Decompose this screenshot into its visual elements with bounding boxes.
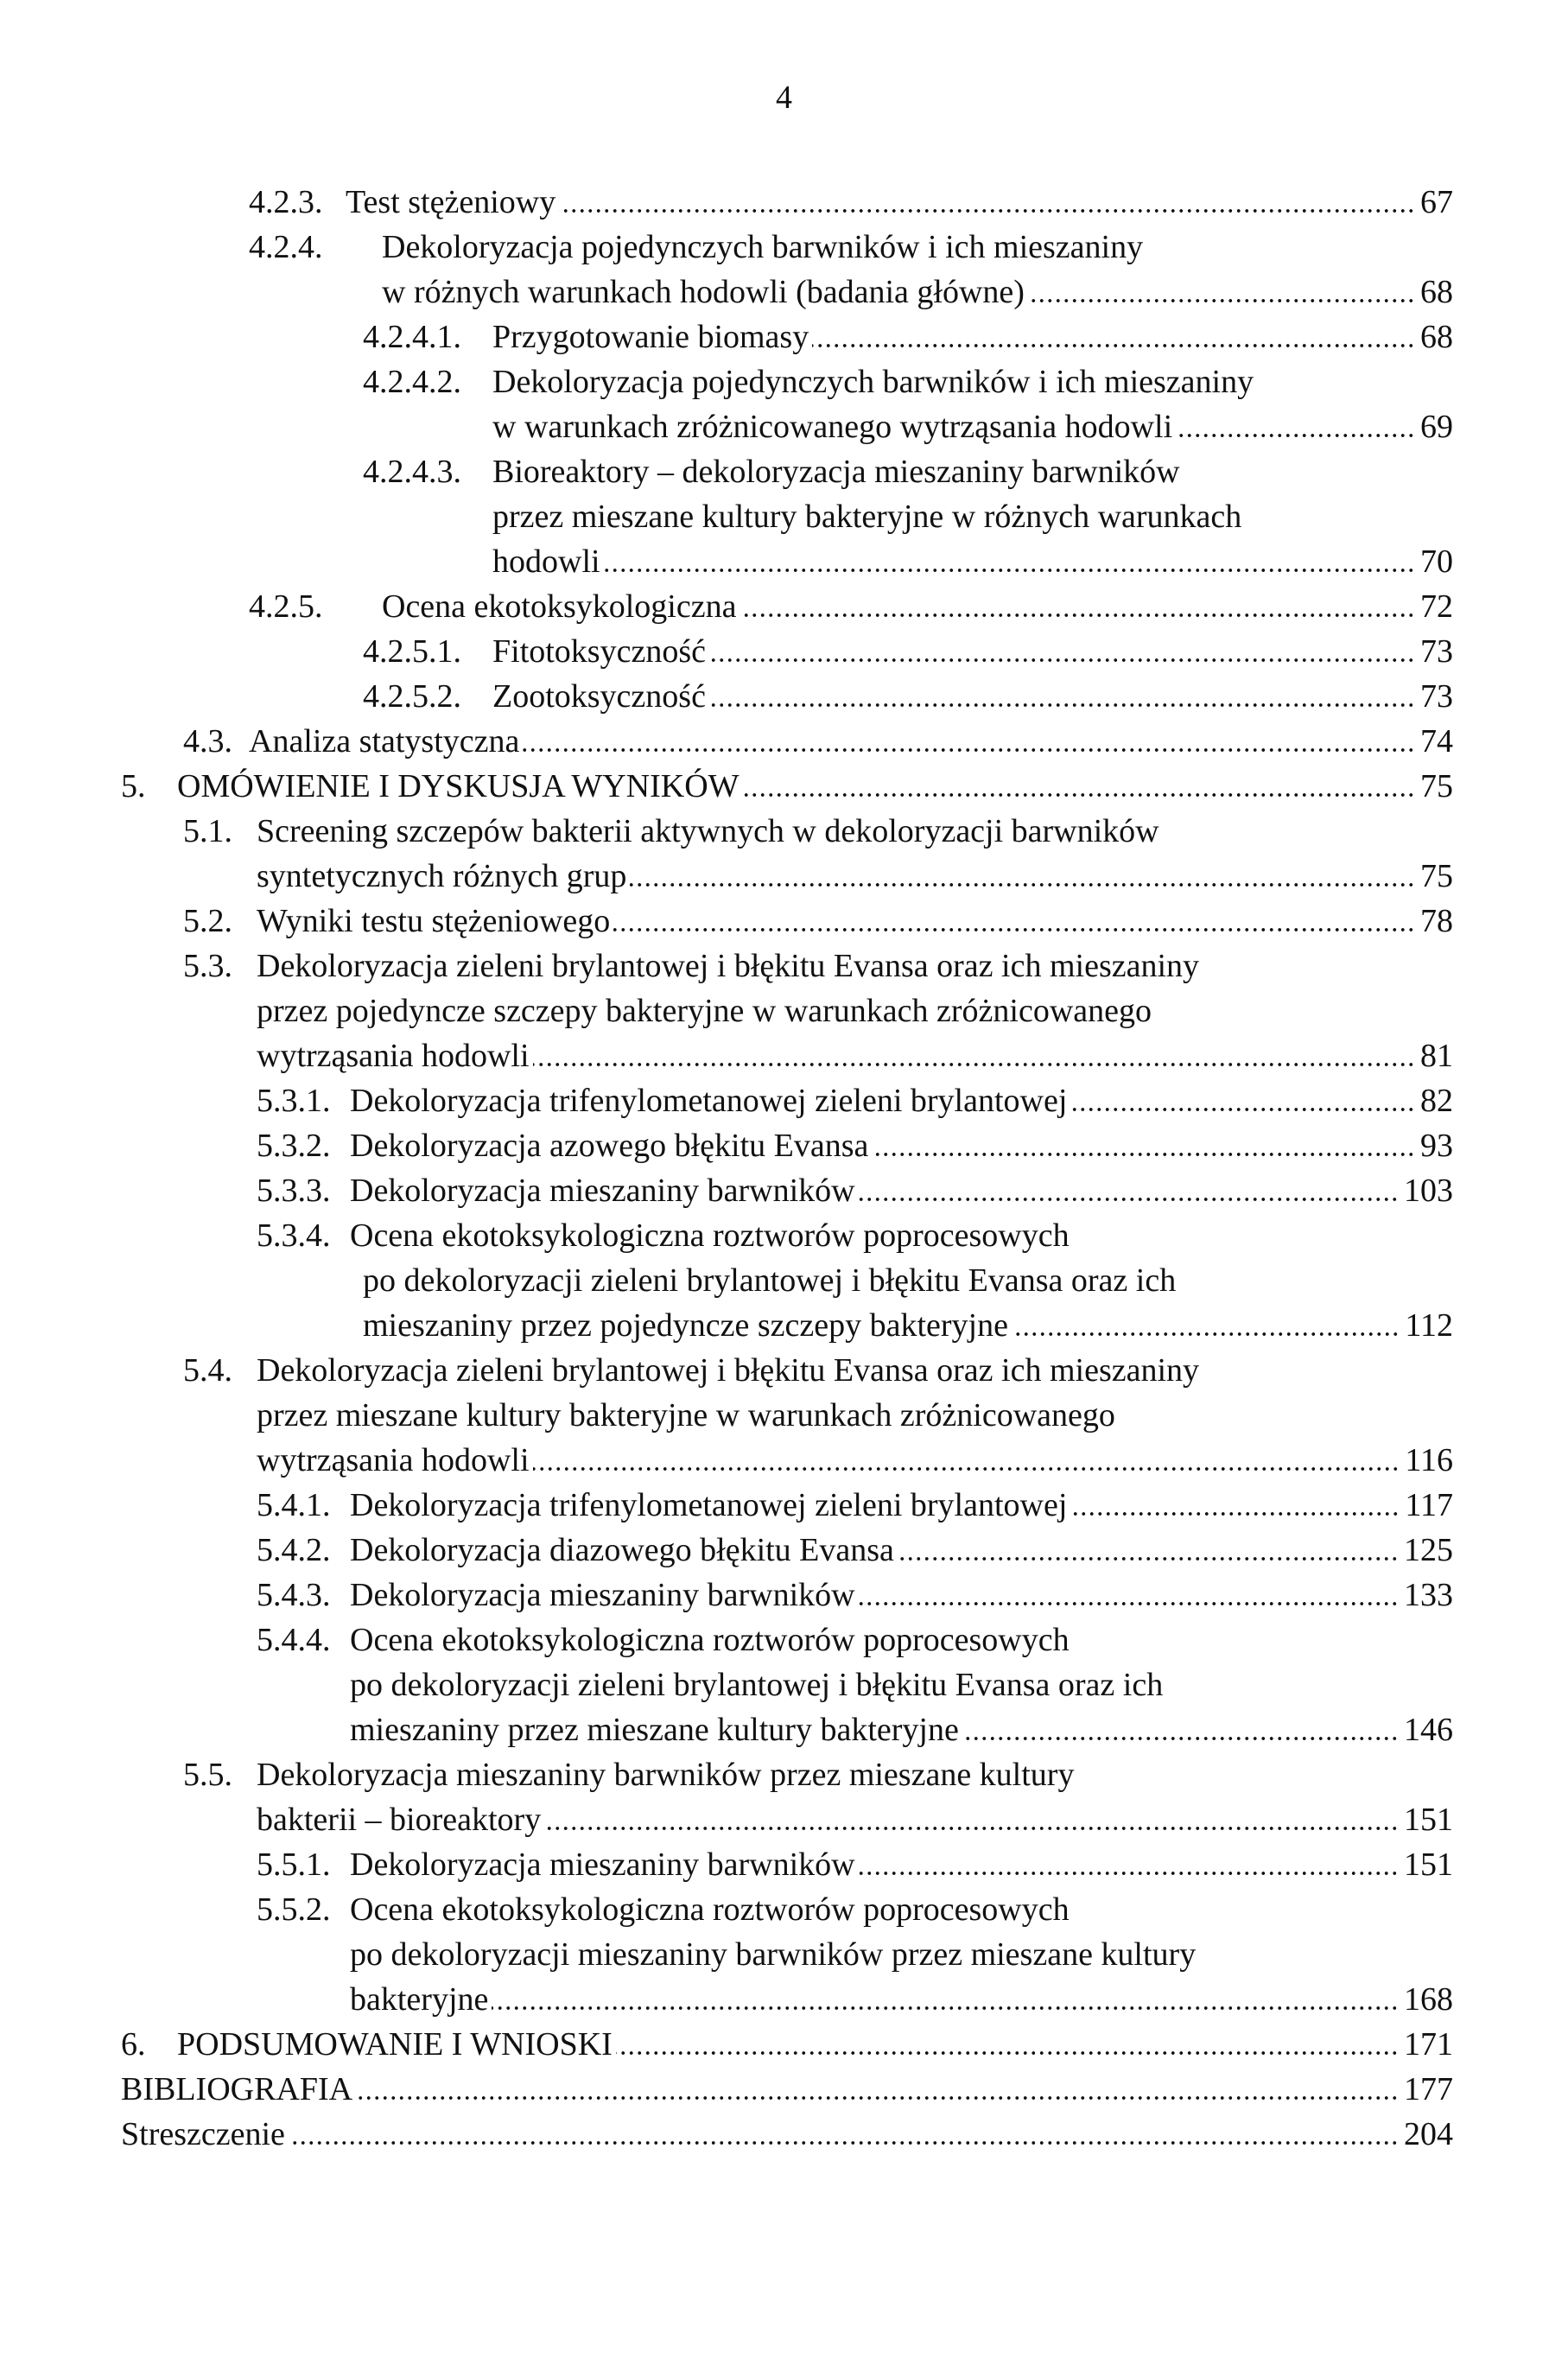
toc-entry [0, 539, 1568, 584]
toc-section-number: 5.3.2. [257, 1128, 331, 1164]
toc-entry [0, 359, 1568, 404]
toc-entry [0, 1797, 1568, 1842]
toc-section-number: 5.3.3. [257, 1173, 331, 1209]
toc-title: bakterii – bioreaktory [257, 1802, 542, 1838]
toc-title: Ocena ekotoksykologiczna roztworów poprocesowych [350, 1622, 1070, 1658]
toc-entry [0, 944, 1568, 988]
toc-dot-leader [872, 1153, 1415, 1156]
toc-dot-leader [523, 748, 1415, 752]
toc-section-number: 4.2.4. [249, 229, 323, 265]
toc-entry [0, 225, 1568, 270]
toc-title: Fitotoksyczność [492, 633, 706, 670]
toc-title: po dekoloryzacji mieszaniny barwników przez mieszane kultury [350, 1936, 1197, 1973]
toc-page-number: 70 [1420, 543, 1453, 580]
toc-entry [0, 1348, 1568, 1393]
toc-entry [0, 2022, 1568, 2067]
toc-page-number: 75 [1420, 768, 1453, 804]
toc-section-number: 5.2. [183, 903, 232, 939]
toc-dot-leader [1070, 1108, 1415, 1111]
toc-section-number: 6. [121, 2026, 146, 2063]
toc-section-number: 5.4.4. [257, 1622, 331, 1658]
toc-entry [0, 1752, 1568, 1797]
toc-entry [0, 719, 1568, 764]
toc-entry [0, 2067, 1568, 2112]
toc-title: OMÓWIENIE I DYSKUSJA WYNIKÓW [177, 768, 740, 804]
toc-page-number: 112 [1405, 1307, 1453, 1344]
page-number: 4 [776, 79, 792, 116]
toc-title: po dekoloryzacji zieleni brylantowej i błękitu Evansa oraz ich [350, 1667, 1164, 1703]
toc-page-number: 72 [1420, 588, 1453, 625]
toc-entry [0, 764, 1568, 809]
toc-section-number: 4.3. [183, 723, 232, 760]
toc-title: syntetycznych różnych grup [257, 858, 627, 894]
toc-title: PODSUMOWANIE I WNIOSKI [177, 2026, 613, 2063]
toc-section-number: 5.4. [183, 1352, 232, 1389]
toc-page-number: 171 [1404, 2026, 1453, 2063]
toc-title: Dekoloryzacja pojedynczych barwników i ich mieszaniny [492, 364, 1254, 400]
toc-entry [0, 1842, 1568, 1887]
toc-entry [0, 1662, 1568, 1707]
toc-entry [0, 1573, 1568, 1618]
toc-dot-leader [533, 1467, 1400, 1471]
toc-dot-leader [709, 658, 1415, 662]
toc-page-number: 82 [1420, 1083, 1453, 1119]
toc-dot-leader [740, 613, 1415, 617]
toc-dot-leader [812, 344, 1415, 347]
toc-section-number: 5. [121, 768, 146, 804]
toc-page-number: 151 [1404, 1802, 1453, 1838]
toc-title: przez mieszane kultury bakteryjne w różnych warunkach [492, 499, 1242, 535]
toc-entry [0, 180, 1568, 225]
toc-entry [0, 584, 1568, 629]
toc-title: Dekoloryzacja pojedynczych barwników i ich mieszaniny [382, 229, 1144, 265]
toc-title: Dekoloryzacja mieszaniny barwników przez mieszane kultury [257, 1757, 1075, 1793]
toc-entry [0, 1887, 1568, 1932]
toc-title: Dekoloryzacja trifenylometanowej zieleni brylantowej [350, 1487, 1068, 1523]
toc-dot-leader [743, 793, 1415, 797]
toc-section-number: 5.5.1. [257, 1847, 331, 1883]
toc-entry [0, 988, 1568, 1033]
toc-title: Przygotowanie biomasy [492, 319, 809, 355]
toc-page-number: 133 [1404, 1577, 1453, 1613]
toc-entry [0, 1932, 1568, 1977]
toc-dot-leader [962, 1737, 1399, 1740]
toc-title: Screening szczepów bakterii aktywnych w dekoloryzacji barwników [257, 813, 1159, 849]
toc-page-number: 81 [1420, 1038, 1453, 1074]
toc-dot-leader [544, 1827, 1399, 1830]
toc-entry [0, 1528, 1568, 1573]
toc-page-number: 69 [1420, 409, 1453, 445]
toc-entry [0, 854, 1568, 899]
toc-title: Wyniki testu stężeniowego [257, 903, 611, 939]
toc-entry [0, 494, 1568, 539]
toc-title: wytrząsania hodowli [257, 1442, 530, 1478]
toc-title: w warunkach zróżnicowanego wytrząsania hodowli [492, 409, 1173, 445]
toc-page-number: 68 [1420, 319, 1453, 355]
toc-page-number: 117 [1405, 1487, 1453, 1523]
toc-page-number: 67 [1420, 184, 1453, 220]
toc-title: Zootoksyczność [492, 678, 706, 715]
toc-entry [0, 1123, 1568, 1168]
toc-title: Dekoloryzacja zieleni brylantowej i błękitu Evansa oraz ich mieszaniny [257, 1352, 1200, 1389]
toc-dot-leader [1028, 299, 1415, 302]
toc-page-number: 146 [1404, 1712, 1453, 1748]
toc-entry [0, 1977, 1568, 2022]
toc-entry [0, 674, 1568, 719]
toc-entry [0, 1033, 1568, 1078]
toc-page-number: 151 [1404, 1847, 1453, 1883]
toc-title: mieszaniny przez pojedyncze szczepy bakteryjne [363, 1307, 1008, 1344]
toc-dot-leader [604, 569, 1415, 572]
toc-title: Bioreaktory – dekoloryzacja mieszaniny barwników [492, 454, 1180, 490]
toc-page-number: 68 [1420, 274, 1453, 310]
toc-page-number: 103 [1404, 1173, 1453, 1209]
toc-page-number: 177 [1404, 2071, 1453, 2107]
toc-entry [0, 1393, 1568, 1438]
toc-entry [0, 1438, 1568, 1483]
toc-dot-leader [356, 2096, 1399, 2100]
toc-entry [0, 899, 1568, 944]
toc-title: bakteryjne [350, 1981, 489, 2018]
toc-section-number: 4.2.5.1. [363, 633, 461, 670]
toc-dot-leader [709, 703, 1415, 707]
toc-section-number: 5.3.4. [257, 1217, 331, 1254]
toc-title: Dekoloryzacja zieleni brylantowej i błękitu Evansa oraz ich mieszaniny [257, 948, 1200, 984]
toc-page-number: 93 [1420, 1128, 1453, 1164]
toc-dot-leader [1070, 1512, 1400, 1516]
toc-section-number: 5.4.2. [257, 1532, 331, 1568]
toc-entry [0, 1483, 1568, 1528]
toc-entry [0, 1618, 1568, 1662]
toc-title: Ocena ekotoksykologiczna [382, 588, 737, 625]
toc-entry [0, 2112, 1568, 2157]
toc-dot-leader [289, 2141, 1399, 2145]
toc-entry [0, 404, 1568, 449]
toc-entry [0, 1213, 1568, 1258]
toc-page-number: 73 [1420, 633, 1453, 670]
toc-page-number: 168 [1404, 1981, 1453, 2018]
toc-section-number: 5.5. [183, 1757, 232, 1793]
toc-section-number: 4.2.4.3. [363, 454, 461, 490]
toc-title: Streszczenie [121, 2116, 285, 2152]
toc-page-number: 73 [1420, 678, 1453, 715]
toc-title: Dekoloryzacja mieszaniny barwników [350, 1577, 855, 1613]
toc-entry [0, 1303, 1568, 1348]
toc-section-number: 5.4.3. [257, 1577, 331, 1613]
toc-section-number: 4.2.4.1. [363, 319, 461, 355]
toc-entry [0, 449, 1568, 494]
toc-dot-leader [533, 1063, 1415, 1066]
toc-title: Ocena ekotoksykologiczna roztworów poprocesowych [350, 1891, 1070, 1928]
toc-dot-leader [859, 1198, 1399, 1201]
toc-title: mieszaniny przez mieszane kultury bakteryjne [350, 1712, 959, 1748]
toc-title: Test stężeniowy [346, 184, 556, 220]
toc-entry [0, 270, 1568, 315]
toc-title: przez pojedyncze szczepy bakteryjne w warunkach zróżnicowanego [257, 993, 1152, 1029]
toc-dot-leader [859, 1602, 1399, 1605]
toc-title: Dekoloryzacja mieszaniny barwników [350, 1847, 855, 1883]
toc-title: hodowli [492, 543, 600, 580]
toc-dot-leader [1012, 1332, 1400, 1336]
toc-title: Dekoloryzacja azowego błękitu Evansa [350, 1128, 869, 1164]
toc-dot-leader [898, 1557, 1399, 1561]
toc-dot-leader [616, 2051, 1399, 2055]
toc-entry [0, 315, 1568, 359]
toc-page-number: 125 [1404, 1532, 1453, 1568]
toc-dot-leader [613, 928, 1415, 931]
toc-title: przez mieszane kultury bakteryjne w warunkach zróżnicowanego [257, 1397, 1115, 1433]
toc-title: BIBLIOGRAFIA [121, 2071, 353, 2107]
toc-entry [0, 629, 1568, 674]
toc-entry [0, 1707, 1568, 1752]
toc-page-number: 116 [1405, 1442, 1453, 1478]
toc-page-number: 204 [1404, 2116, 1453, 2152]
toc-entry [0, 809, 1568, 854]
toc-entry [0, 1258, 1568, 1303]
toc-entry [0, 1168, 1568, 1213]
toc-section-number: 5.1. [183, 813, 232, 849]
toc-dot-leader [630, 883, 1415, 887]
toc-entry [0, 1078, 1568, 1123]
toc-title: w różnych warunkach hodowli (badania główne) [382, 274, 1025, 310]
toc-section-number: 5.3.1. [257, 1083, 331, 1119]
toc-dot-leader [492, 2006, 1399, 2010]
toc-section-number: 4.2.3. [249, 184, 323, 220]
toc-page-number: 75 [1420, 858, 1453, 894]
toc-title: wytrząsania hodowli [257, 1038, 530, 1074]
toc-dot-leader [559, 209, 1415, 213]
toc-section-number: 5.5.2. [257, 1891, 331, 1928]
toc-title: Analiza statystyczna [249, 723, 520, 760]
toc-dot-leader [859, 1872, 1399, 1875]
toc-section-number: 5.4.1. [257, 1487, 331, 1523]
toc-section-number: 5.3. [183, 948, 232, 984]
toc-section-number: 4.2.5.2. [363, 678, 461, 715]
toc-title: Ocena ekotoksykologiczna roztworów poprocesowych [350, 1217, 1070, 1254]
toc-title: po dekoloryzacji zieleni brylantowej i błękitu Evansa oraz ich [363, 1262, 1177, 1299]
toc-page-number: 78 [1420, 903, 1453, 939]
toc-section-number: 4.2.5. [249, 588, 323, 625]
toc-section-number: 4.2.4.2. [363, 364, 461, 400]
toc-dot-leader [1176, 434, 1415, 437]
toc-title: Dekoloryzacja mieszaniny barwników [350, 1173, 855, 1209]
toc-title: Dekoloryzacja diazowego błękitu Evansa [350, 1532, 894, 1568]
toc-page-number: 74 [1420, 723, 1453, 760]
toc-title: Dekoloryzacja trifenylometanowej zieleni brylantowej [350, 1083, 1068, 1119]
